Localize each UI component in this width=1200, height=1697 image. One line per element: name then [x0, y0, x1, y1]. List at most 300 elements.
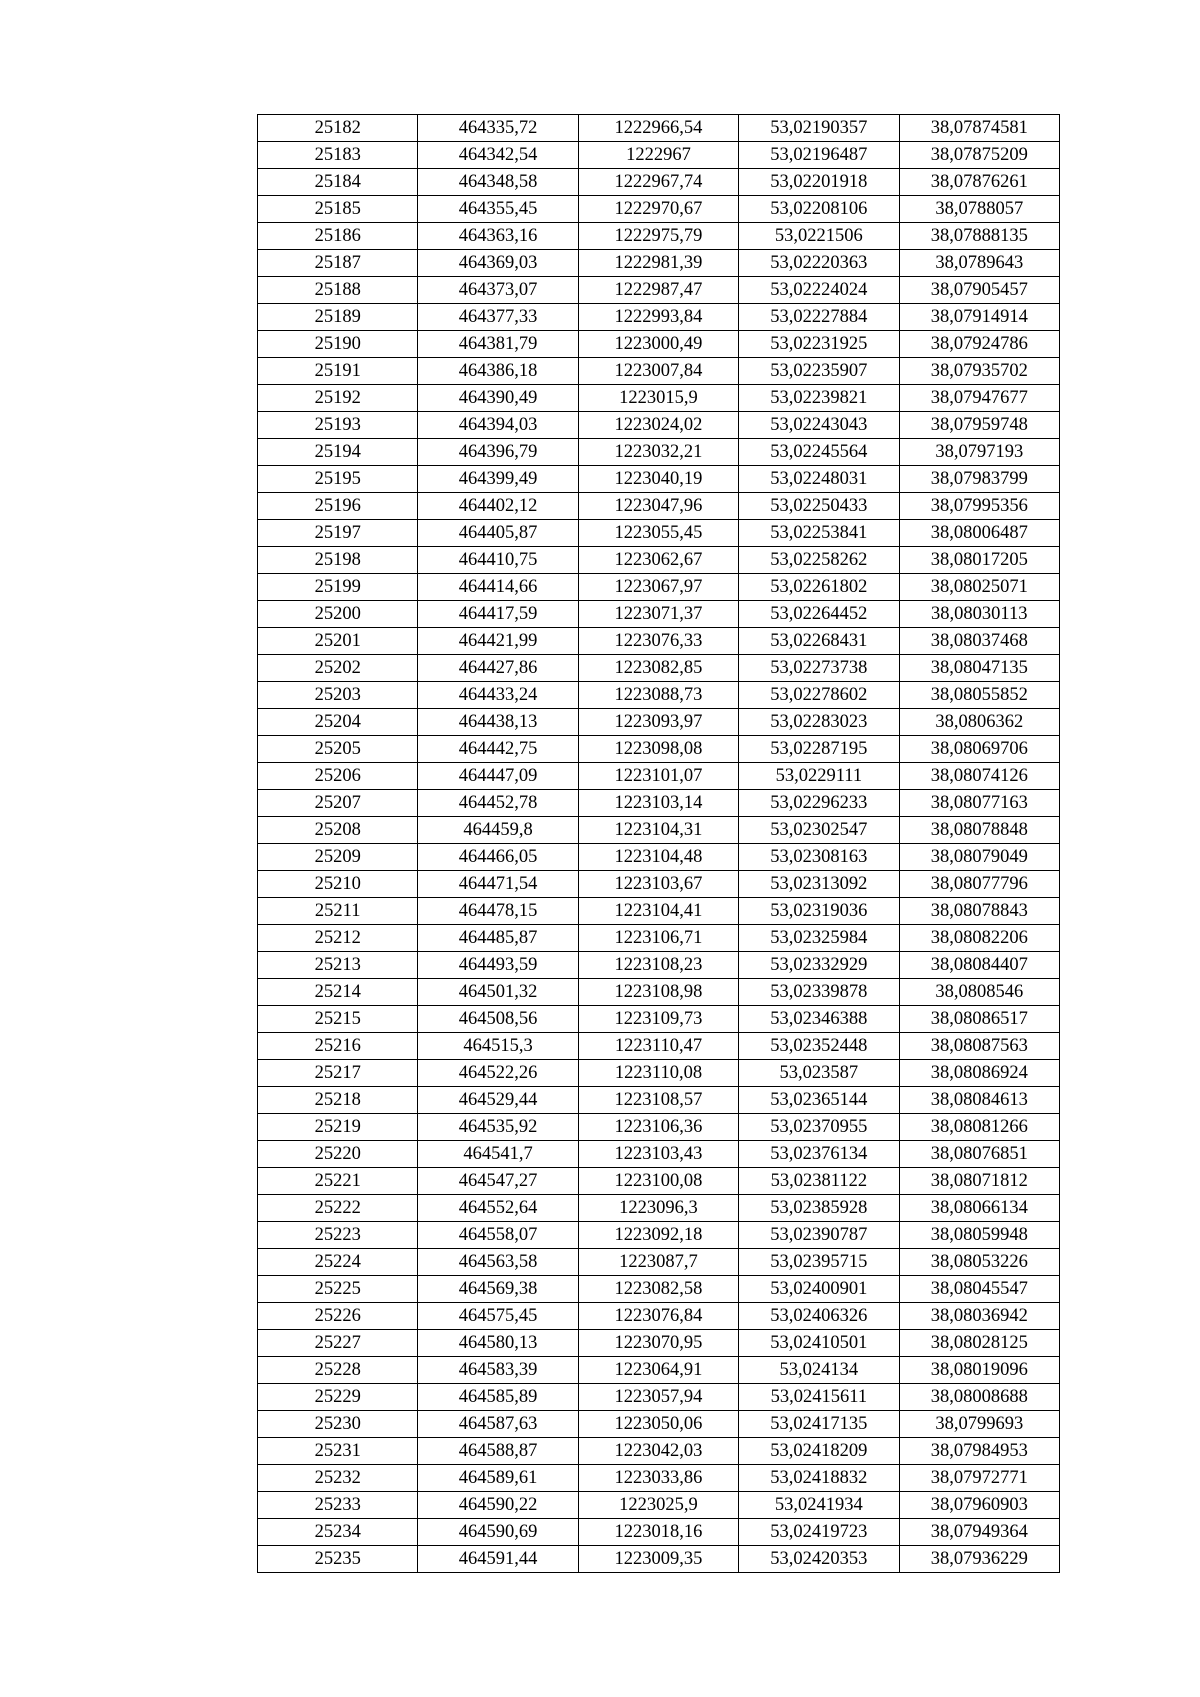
longitude-cell: 38,08071812 — [899, 1168, 1059, 1195]
latitude-cell: 53,02319036 — [739, 898, 899, 925]
y-coordinate-cell: 1223062,67 — [578, 547, 738, 574]
y-coordinate-cell: 1223108,57 — [578, 1087, 738, 1114]
y-coordinate-cell: 1222967 — [578, 142, 738, 169]
latitude-cell: 53,02390787 — [739, 1222, 899, 1249]
point-number-cell: 25199 — [258, 574, 418, 601]
y-coordinate-cell: 1223009,35 — [578, 1546, 738, 1573]
table-row — [258, 1006, 1060, 1033]
longitude-cell: 38,07960903 — [899, 1492, 1059, 1519]
y-coordinate-cell: 1223096,3 — [578, 1195, 738, 1222]
table-row — [258, 601, 1060, 628]
latitude-cell: 53,02208106 — [739, 196, 899, 223]
longitude-cell: 38,07924786 — [899, 331, 1059, 358]
x-coordinate-cell: 464342,54 — [418, 142, 578, 169]
x-coordinate-cell: 464583,39 — [418, 1357, 578, 1384]
y-coordinate-cell: 1223104,48 — [578, 844, 738, 871]
y-coordinate-cell: 1223076,84 — [578, 1303, 738, 1330]
longitude-cell: 38,07995356 — [899, 493, 1059, 520]
longitude-cell: 38,08086924 — [899, 1060, 1059, 1087]
x-coordinate-cell: 464386,18 — [418, 358, 578, 385]
y-coordinate-cell: 1223110,08 — [578, 1060, 738, 1087]
longitude-cell: 38,0797193 — [899, 439, 1059, 466]
point-number-cell: 25233 — [258, 1492, 418, 1519]
point-number-cell: 25214 — [258, 979, 418, 1006]
longitude-cell: 38,0808546 — [899, 979, 1059, 1006]
longitude-cell: 38,08076851 — [899, 1141, 1059, 1168]
point-number-cell: 25193 — [258, 412, 418, 439]
x-coordinate-cell: 464421,99 — [418, 628, 578, 655]
x-coordinate-cell: 464575,45 — [418, 1303, 578, 1330]
y-coordinate-cell: 1223108,23 — [578, 952, 738, 979]
y-coordinate-cell: 1223100,08 — [578, 1168, 738, 1195]
table-row — [258, 736, 1060, 763]
table-row — [258, 520, 1060, 547]
longitude-cell: 38,07959748 — [899, 412, 1059, 439]
x-coordinate-cell: 464427,86 — [418, 655, 578, 682]
longitude-cell: 38,08066134 — [899, 1195, 1059, 1222]
table-row — [258, 979, 1060, 1006]
x-coordinate-cell: 464541,7 — [418, 1141, 578, 1168]
longitude-cell: 38,08037468 — [899, 628, 1059, 655]
longitude-cell: 38,08030113 — [899, 601, 1059, 628]
longitude-cell: 38,07874581 — [899, 115, 1059, 142]
table-row — [258, 1330, 1060, 1357]
table-row — [258, 412, 1060, 439]
latitude-cell: 53,02376134 — [739, 1141, 899, 1168]
point-number-cell: 25200 — [258, 601, 418, 628]
point-number-cell: 25220 — [258, 1141, 418, 1168]
x-coordinate-cell: 464348,58 — [418, 169, 578, 196]
table-row — [258, 1249, 1060, 1276]
longitude-cell: 38,08019096 — [899, 1357, 1059, 1384]
table-row — [258, 1492, 1060, 1519]
latitude-cell: 53,02239821 — [739, 385, 899, 412]
latitude-cell: 53,02313092 — [739, 871, 899, 898]
latitude-cell: 53,02196487 — [739, 142, 899, 169]
y-coordinate-cell: 1222981,39 — [578, 250, 738, 277]
point-number-cell: 25183 — [258, 142, 418, 169]
x-coordinate-cell: 464587,63 — [418, 1411, 578, 1438]
latitude-cell: 53,02224024 — [739, 277, 899, 304]
y-coordinate-cell: 1223093,97 — [578, 709, 738, 736]
point-number-cell: 25203 — [258, 682, 418, 709]
table-row — [258, 1141, 1060, 1168]
x-coordinate-cell: 464369,03 — [418, 250, 578, 277]
longitude-cell: 38,0806362 — [899, 709, 1059, 736]
longitude-cell: 38,07914914 — [899, 304, 1059, 331]
latitude-cell: 53,02302547 — [739, 817, 899, 844]
latitude-cell: 53,023587 — [739, 1060, 899, 1087]
latitude-cell: 53,02419723 — [739, 1519, 899, 1546]
x-coordinate-cell: 464485,87 — [418, 925, 578, 952]
longitude-cell: 38,07936229 — [899, 1546, 1059, 1573]
x-coordinate-cell: 464529,44 — [418, 1087, 578, 1114]
x-coordinate-cell: 464355,45 — [418, 196, 578, 223]
x-coordinate-cell: 464580,13 — [418, 1330, 578, 1357]
point-number-cell: 25225 — [258, 1276, 418, 1303]
y-coordinate-cell: 1222993,84 — [578, 304, 738, 331]
point-number-cell: 25226 — [258, 1303, 418, 1330]
y-coordinate-cell: 1223103,67 — [578, 871, 738, 898]
y-coordinate-cell: 1222967,74 — [578, 169, 738, 196]
y-coordinate-cell: 1223042,03 — [578, 1438, 738, 1465]
point-number-cell: 25202 — [258, 655, 418, 682]
y-coordinate-cell: 1223015,9 — [578, 385, 738, 412]
longitude-cell: 38,08047135 — [899, 655, 1059, 682]
point-number-cell: 25217 — [258, 1060, 418, 1087]
longitude-cell: 38,08059948 — [899, 1222, 1059, 1249]
x-coordinate-cell: 464442,75 — [418, 736, 578, 763]
table-row — [258, 1114, 1060, 1141]
coordinates-table — [257, 114, 1060, 1573]
table-row — [258, 304, 1060, 331]
y-coordinate-cell: 1223082,85 — [578, 655, 738, 682]
longitude-cell: 38,08084613 — [899, 1087, 1059, 1114]
longitude-cell: 38,07888135 — [899, 223, 1059, 250]
table-row — [258, 169, 1060, 196]
latitude-cell: 53,02243043 — [739, 412, 899, 439]
x-coordinate-cell: 464381,79 — [418, 331, 578, 358]
point-number-cell: 25198 — [258, 547, 418, 574]
latitude-cell: 53,02268431 — [739, 628, 899, 655]
point-number-cell: 25215 — [258, 1006, 418, 1033]
point-number-cell: 25209 — [258, 844, 418, 871]
latitude-cell: 53,02325984 — [739, 925, 899, 952]
longitude-cell: 38,08045547 — [899, 1276, 1059, 1303]
x-coordinate-cell: 464585,89 — [418, 1384, 578, 1411]
y-coordinate-cell: 1223024,02 — [578, 412, 738, 439]
table-row — [258, 196, 1060, 223]
latitude-cell: 53,02235907 — [739, 358, 899, 385]
longitude-cell: 38,08084407 — [899, 952, 1059, 979]
latitude-cell: 53,02261802 — [739, 574, 899, 601]
table-row — [258, 628, 1060, 655]
table-row — [258, 1546, 1060, 1573]
latitude-cell: 53,02352448 — [739, 1033, 899, 1060]
x-coordinate-cell: 464410,75 — [418, 547, 578, 574]
longitude-cell: 38,08069706 — [899, 736, 1059, 763]
longitude-cell: 38,08008688 — [899, 1384, 1059, 1411]
table-row — [258, 250, 1060, 277]
latitude-cell: 53,02227884 — [739, 304, 899, 331]
table-row — [258, 1060, 1060, 1087]
x-coordinate-cell: 464377,33 — [418, 304, 578, 331]
latitude-cell: 53,02201918 — [739, 169, 899, 196]
point-number-cell: 25195 — [258, 466, 418, 493]
longitude-cell: 38,08077796 — [899, 871, 1059, 898]
longitude-cell: 38,08079049 — [899, 844, 1059, 871]
y-coordinate-cell: 1223108,98 — [578, 979, 738, 1006]
latitude-cell: 53,02417135 — [739, 1411, 899, 1438]
table-row — [258, 1303, 1060, 1330]
table-row — [258, 1195, 1060, 1222]
longitude-cell: 38,08081266 — [899, 1114, 1059, 1141]
latitude-cell: 53,02220363 — [739, 250, 899, 277]
x-coordinate-cell: 464394,03 — [418, 412, 578, 439]
table-row — [258, 142, 1060, 169]
x-coordinate-cell: 464515,3 — [418, 1033, 578, 1060]
y-coordinate-cell: 1223109,73 — [578, 1006, 738, 1033]
point-number-cell: 25184 — [258, 169, 418, 196]
longitude-cell: 38,07949364 — [899, 1519, 1059, 1546]
point-number-cell: 25213 — [258, 952, 418, 979]
y-coordinate-cell: 1223033,86 — [578, 1465, 738, 1492]
longitude-cell: 38,08053226 — [899, 1249, 1059, 1276]
latitude-cell: 53,02395715 — [739, 1249, 899, 1276]
latitude-cell: 53,0221506 — [739, 223, 899, 250]
y-coordinate-cell: 1223106,71 — [578, 925, 738, 952]
latitude-cell: 53,02258262 — [739, 547, 899, 574]
point-number-cell: 25206 — [258, 763, 418, 790]
y-coordinate-cell: 1223000,49 — [578, 331, 738, 358]
latitude-cell: 53,02339878 — [739, 979, 899, 1006]
y-coordinate-cell: 1223064,91 — [578, 1357, 738, 1384]
y-coordinate-cell: 1223104,31 — [578, 817, 738, 844]
y-coordinate-cell: 1223098,08 — [578, 736, 738, 763]
point-number-cell: 25201 — [258, 628, 418, 655]
latitude-cell: 53,02245564 — [739, 439, 899, 466]
latitude-cell: 53,02248031 — [739, 466, 899, 493]
latitude-cell: 53,02418832 — [739, 1465, 899, 1492]
latitude-cell: 53,02273738 — [739, 655, 899, 682]
point-number-cell: 25212 — [258, 925, 418, 952]
longitude-cell: 38,0799693 — [899, 1411, 1059, 1438]
point-number-cell: 25210 — [258, 871, 418, 898]
latitude-cell: 53,02406326 — [739, 1303, 899, 1330]
longitude-cell: 38,07984953 — [899, 1438, 1059, 1465]
x-coordinate-cell: 464335,72 — [418, 115, 578, 142]
latitude-cell: 53,02231925 — [739, 331, 899, 358]
x-coordinate-cell: 464547,27 — [418, 1168, 578, 1195]
table-row — [258, 817, 1060, 844]
latitude-cell: 53,02410501 — [739, 1330, 899, 1357]
point-number-cell: 25218 — [258, 1087, 418, 1114]
y-coordinate-cell: 1223106,36 — [578, 1114, 738, 1141]
x-coordinate-cell: 464508,56 — [418, 1006, 578, 1033]
longitude-cell: 38,08087563 — [899, 1033, 1059, 1060]
latitude-cell: 53,02250433 — [739, 493, 899, 520]
y-coordinate-cell: 1222987,47 — [578, 277, 738, 304]
table-row — [258, 925, 1060, 952]
point-number-cell: 25223 — [258, 1222, 418, 1249]
table-row — [258, 1384, 1060, 1411]
table-row — [258, 709, 1060, 736]
point-number-cell: 25185 — [258, 196, 418, 223]
table-row — [258, 1033, 1060, 1060]
longitude-cell: 38,0789643 — [899, 250, 1059, 277]
x-coordinate-cell: 464471,54 — [418, 871, 578, 898]
table-row — [258, 574, 1060, 601]
latitude-cell: 53,02346388 — [739, 1006, 899, 1033]
point-number-cell: 25232 — [258, 1465, 418, 1492]
y-coordinate-cell: 1223101,07 — [578, 763, 738, 790]
longitude-cell: 38,08078843 — [899, 898, 1059, 925]
table-row — [258, 1357, 1060, 1384]
x-coordinate-cell: 464535,92 — [418, 1114, 578, 1141]
y-coordinate-cell: 1223018,16 — [578, 1519, 738, 1546]
table-row — [258, 466, 1060, 493]
point-number-cell: 25196 — [258, 493, 418, 520]
table-row — [258, 898, 1060, 925]
x-coordinate-cell: 464459,8 — [418, 817, 578, 844]
longitude-cell: 38,08028125 — [899, 1330, 1059, 1357]
point-number-cell: 25191 — [258, 358, 418, 385]
longitude-cell: 38,07983799 — [899, 466, 1059, 493]
point-number-cell: 25221 — [258, 1168, 418, 1195]
longitude-cell: 38,07947677 — [899, 385, 1059, 412]
y-coordinate-cell: 1223088,73 — [578, 682, 738, 709]
x-coordinate-cell: 464396,79 — [418, 439, 578, 466]
y-coordinate-cell: 1223104,41 — [578, 898, 738, 925]
point-number-cell: 25205 — [258, 736, 418, 763]
latitude-cell: 53,02418209 — [739, 1438, 899, 1465]
longitude-cell: 38,0788057 — [899, 196, 1059, 223]
table-row — [258, 358, 1060, 385]
x-coordinate-cell: 464417,59 — [418, 601, 578, 628]
latitude-cell: 53,02385928 — [739, 1195, 899, 1222]
table-row — [258, 331, 1060, 358]
table-row — [258, 1168, 1060, 1195]
x-coordinate-cell: 464569,38 — [418, 1276, 578, 1303]
y-coordinate-cell: 1223087,7 — [578, 1249, 738, 1276]
latitude-cell: 53,02190357 — [739, 115, 899, 142]
y-coordinate-cell: 1223092,18 — [578, 1222, 738, 1249]
point-number-cell: 25208 — [258, 817, 418, 844]
y-coordinate-cell: 1223055,45 — [578, 520, 738, 547]
point-number-cell: 25189 — [258, 304, 418, 331]
point-number-cell: 25228 — [258, 1357, 418, 1384]
latitude-cell: 53,0241934 — [739, 1492, 899, 1519]
point-number-cell: 25188 — [258, 277, 418, 304]
y-coordinate-cell: 1223082,58 — [578, 1276, 738, 1303]
x-coordinate-cell: 464447,09 — [418, 763, 578, 790]
table-row — [258, 682, 1060, 709]
point-number-cell: 25197 — [258, 520, 418, 547]
point-number-cell: 25234 — [258, 1519, 418, 1546]
x-coordinate-cell: 464563,58 — [418, 1249, 578, 1276]
x-coordinate-cell: 464589,61 — [418, 1465, 578, 1492]
table-row — [258, 547, 1060, 574]
coordinates-table-body — [258, 115, 1060, 1573]
y-coordinate-cell: 1223025,9 — [578, 1492, 738, 1519]
x-coordinate-cell: 464590,69 — [418, 1519, 578, 1546]
point-number-cell: 25219 — [258, 1114, 418, 1141]
y-coordinate-cell: 1223047,96 — [578, 493, 738, 520]
longitude-cell: 38,08006487 — [899, 520, 1059, 547]
y-coordinate-cell: 1223050,06 — [578, 1411, 738, 1438]
y-coordinate-cell: 1223110,47 — [578, 1033, 738, 1060]
table-row — [258, 223, 1060, 250]
latitude-cell: 53,02381122 — [739, 1168, 899, 1195]
table-row — [258, 1222, 1060, 1249]
x-coordinate-cell: 464414,66 — [418, 574, 578, 601]
point-number-cell: 25222 — [258, 1195, 418, 1222]
longitude-cell: 38,07875209 — [899, 142, 1059, 169]
longitude-cell: 38,08077163 — [899, 790, 1059, 817]
point-number-cell: 25182 — [258, 115, 418, 142]
latitude-cell: 53,02365144 — [739, 1087, 899, 1114]
y-coordinate-cell: 1223103,43 — [578, 1141, 738, 1168]
latitude-cell: 53,02420353 — [739, 1546, 899, 1573]
point-number-cell: 25187 — [258, 250, 418, 277]
longitude-cell: 38,08025071 — [899, 574, 1059, 601]
y-coordinate-cell: 1223103,14 — [578, 790, 738, 817]
longitude-cell: 38,08074126 — [899, 763, 1059, 790]
point-number-cell: 25235 — [258, 1546, 418, 1573]
longitude-cell: 38,08055852 — [899, 682, 1059, 709]
x-coordinate-cell: 464438,13 — [418, 709, 578, 736]
point-number-cell: 25186 — [258, 223, 418, 250]
x-coordinate-cell: 464590,22 — [418, 1492, 578, 1519]
x-coordinate-cell: 464588,87 — [418, 1438, 578, 1465]
point-number-cell: 25204 — [258, 709, 418, 736]
table-row — [258, 277, 1060, 304]
x-coordinate-cell: 464558,07 — [418, 1222, 578, 1249]
latitude-cell: 53,024134 — [739, 1357, 899, 1384]
longitude-cell: 38,07935702 — [899, 358, 1059, 385]
x-coordinate-cell: 464452,78 — [418, 790, 578, 817]
table-row — [258, 763, 1060, 790]
latitude-cell: 53,02308163 — [739, 844, 899, 871]
x-coordinate-cell: 464373,07 — [418, 277, 578, 304]
table-row — [258, 493, 1060, 520]
x-coordinate-cell: 464390,49 — [418, 385, 578, 412]
table-row — [258, 844, 1060, 871]
point-number-cell: 25224 — [258, 1249, 418, 1276]
point-number-cell: 25192 — [258, 385, 418, 412]
y-coordinate-cell: 1222966,54 — [578, 115, 738, 142]
latitude-cell: 53,0229111 — [739, 763, 899, 790]
x-coordinate-cell: 464405,87 — [418, 520, 578, 547]
y-coordinate-cell: 1223007,84 — [578, 358, 738, 385]
longitude-cell: 38,08082206 — [899, 925, 1059, 952]
table-row — [258, 1411, 1060, 1438]
y-coordinate-cell: 1223067,97 — [578, 574, 738, 601]
x-coordinate-cell: 464466,05 — [418, 844, 578, 871]
y-coordinate-cell: 1223071,37 — [578, 601, 738, 628]
latitude-cell: 53,02296233 — [739, 790, 899, 817]
x-coordinate-cell: 464501,32 — [418, 979, 578, 1006]
y-coordinate-cell: 1223076,33 — [578, 628, 738, 655]
table-row — [258, 655, 1060, 682]
latitude-cell: 53,02370955 — [739, 1114, 899, 1141]
latitude-cell: 53,02283023 — [739, 709, 899, 736]
point-number-cell: 25229 — [258, 1384, 418, 1411]
x-coordinate-cell: 464402,12 — [418, 493, 578, 520]
x-coordinate-cell: 464478,15 — [418, 898, 578, 925]
point-number-cell: 25230 — [258, 1411, 418, 1438]
x-coordinate-cell: 464591,44 — [418, 1546, 578, 1573]
table-row — [258, 1276, 1060, 1303]
table-row — [258, 790, 1060, 817]
latitude-cell: 53,02253841 — [739, 520, 899, 547]
x-coordinate-cell: 464399,49 — [418, 466, 578, 493]
point-number-cell: 25227 — [258, 1330, 418, 1357]
longitude-cell: 38,08017205 — [899, 547, 1059, 574]
longitude-cell: 38,07905457 — [899, 277, 1059, 304]
table-row — [258, 1438, 1060, 1465]
latitude-cell: 53,02287195 — [739, 736, 899, 763]
table-row — [258, 115, 1060, 142]
point-number-cell: 25216 — [258, 1033, 418, 1060]
y-coordinate-cell: 1223032,21 — [578, 439, 738, 466]
x-coordinate-cell: 464433,24 — [418, 682, 578, 709]
y-coordinate-cell: 1222975,79 — [578, 223, 738, 250]
latitude-cell: 53,02400901 — [739, 1276, 899, 1303]
latitude-cell: 53,02332929 — [739, 952, 899, 979]
longitude-cell: 38,08078848 — [899, 817, 1059, 844]
table-row — [258, 439, 1060, 466]
